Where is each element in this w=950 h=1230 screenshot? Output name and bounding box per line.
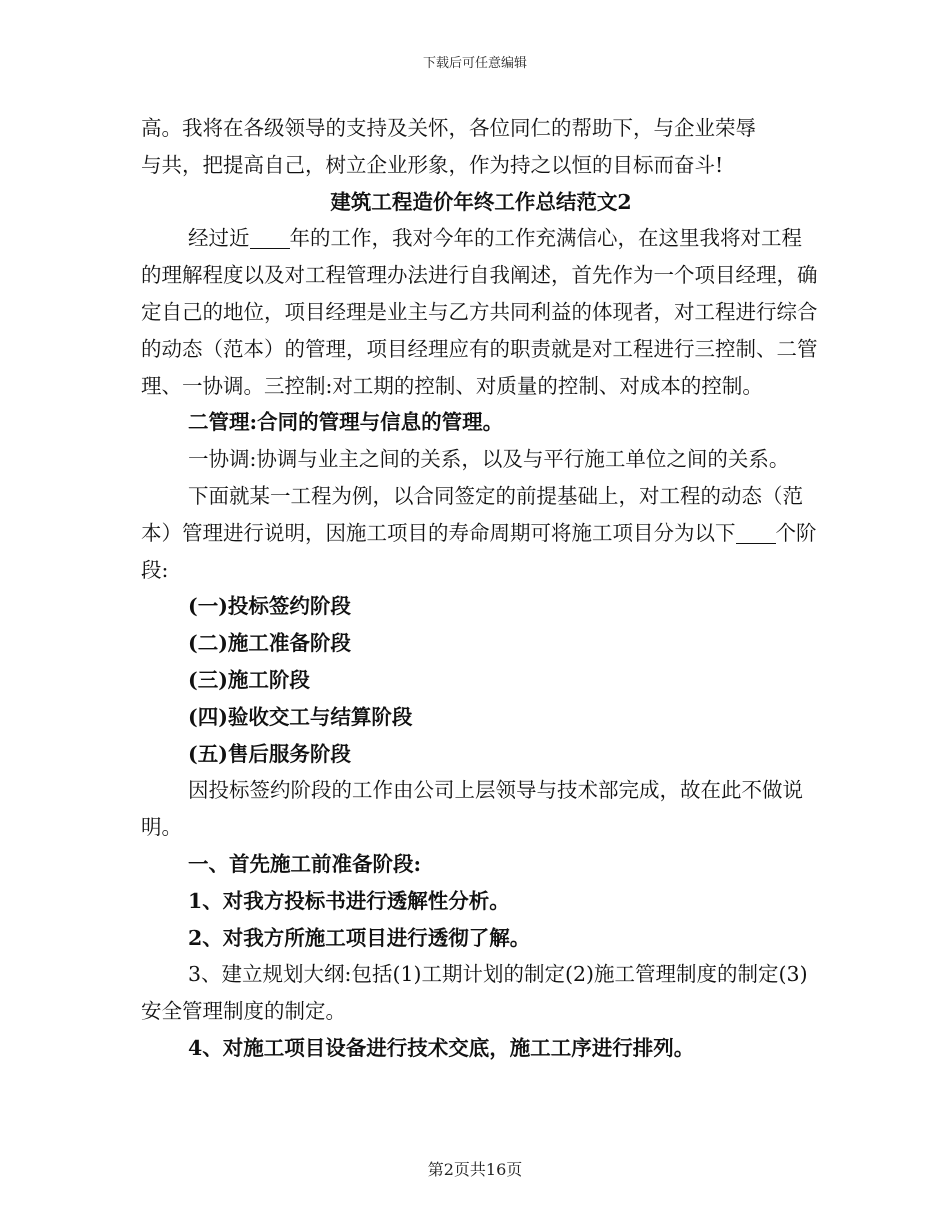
list-item: 1、对我方投标书进行透解性分析。	[188, 888, 510, 913]
list-item: (三)施工阶段	[188, 667, 310, 692]
paragraph	[141, 478, 821, 588]
list-item: (四)验收交工与结算阶段	[188, 704, 413, 729]
paragraph: 一协调:协调与业主之间的关系，以及与平行施工单位之间的关系。	[188, 447, 790, 472]
page-footer: 第2页共16页	[427, 1160, 523, 1179]
list-item: (二)施工准备阶段	[188, 631, 351, 656]
paragraph-line: 与共，把提高自己，树立企业形象，作为持之以恒的目标而奋斗!	[141, 152, 724, 177]
paragraph-text: 经过近	[188, 226, 250, 251]
paragraph	[141, 220, 821, 404]
list-item: 4、对施工项目设备进行技术交底，施工工序进行排列。	[188, 1035, 695, 1060]
page-header: 下载后可任意编辑	[422, 56, 527, 71]
subheading: 一、首先施工前准备阶段:	[188, 851, 422, 876]
list-item: 2、对我方所施工项目进行透彻了解。	[188, 925, 531, 950]
paragraph: 二管理:合同的管理与信息的管理。	[188, 410, 504, 435]
blank-underline	[736, 523, 776, 544]
paragraph-text: 年的工作，我对今年的工作充满信心，在这里我将对工程的理解程度以及对工程管理办法进行自我阐述，首先作为一个项目经理，确定自己的地位，项目经理是业主与乙方共同利益的体现者，对工程进行综合的动态（范本）的管理，项目经理应有的职责就是对工程进行三控制、二管理、一协调。三控制:对工期的控制、对质量的控制、对成本的控制。	[141, 226, 818, 398]
paragraph-line: 高。我将在各级领导的支持及关怀，各位同仁的帮助下，与企业荣辱	[141, 116, 756, 140]
blank-underline	[250, 228, 290, 249]
section-title: 建筑工程造价年终工作总结范文2	[330, 189, 632, 214]
list-item: (五)售后服务阶段	[188, 741, 351, 766]
list-item: (一)投标签约阶段	[188, 594, 351, 619]
list-item: 3、建立规划大纲:包括(1)工期计划的制定(2)施工管理制度的制定(3)安全管理制度的制定。	[141, 962, 808, 1024]
paragraph-text: 下面就某一工程为例，以合同签定的前提基础上，对工程的动态（范本）管理进行说明，因施工项目的寿命周期可将施工项目分为以下	[141, 483, 803, 545]
paragraph-text: 个阶段:	[141, 520, 817, 582]
document-body	[141, 110, 821, 1067]
paragraph: 因投标签约阶段的工作由公司上层领导与技术部完成，故在此不做说明。	[141, 778, 803, 840]
